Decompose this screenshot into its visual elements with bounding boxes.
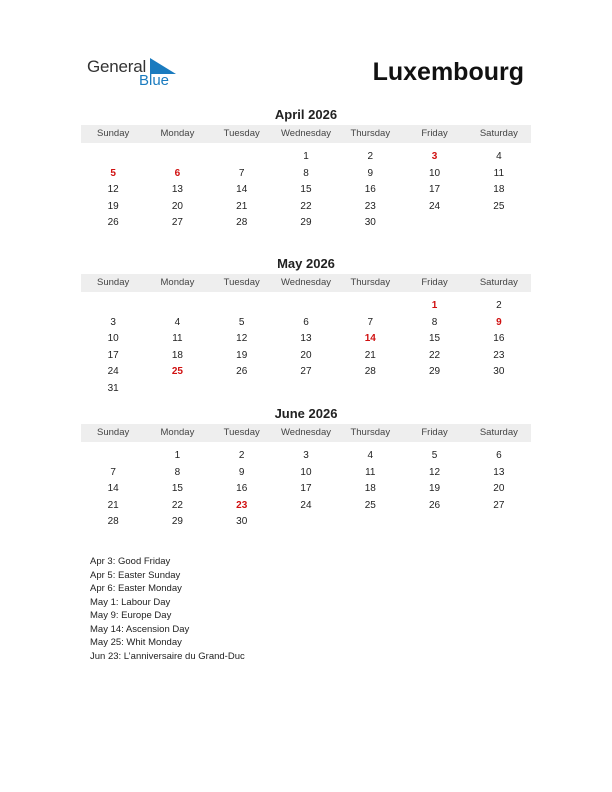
day-cell: 24 (300, 499, 312, 511)
logo-text-blue: Blue (139, 72, 170, 89)
day-cell: 14 (236, 184, 248, 196)
day-cell: 30 (493, 366, 505, 378)
day-cell: 13 (300, 333, 312, 345)
day-grid (81, 149, 531, 232)
day-cell: 22 (429, 349, 441, 361)
day-cell: 23 (493, 349, 505, 361)
day-cell: 21 (107, 499, 119, 511)
day-cell: 20 (300, 349, 312, 361)
empty-day-cell (81, 149, 145, 166)
holiday-item: May 1: Labour Day (90, 596, 171, 608)
day-cell: 24 (429, 200, 441, 212)
day-cell: 28 (364, 366, 376, 378)
day-cell: 27 (493, 499, 505, 511)
day-cell: 27 (300, 366, 312, 378)
day-cell: 24 (107, 366, 119, 378)
weekday-label: Sunday (97, 427, 130, 438)
weekday-label: Monday (160, 277, 195, 288)
weekday-label: Wednesday (280, 277, 331, 288)
holiday-list (90, 555, 245, 663)
empty-day-cell (81, 448, 145, 465)
empty-day-cell (145, 298, 209, 315)
empty-day-cell (274, 298, 338, 315)
day-cell: 25 (493, 200, 505, 212)
weekday-label: Saturday (479, 427, 518, 438)
weekday-header (81, 125, 531, 143)
day-cell: 15 (300, 184, 312, 196)
day-cell: 12 (429, 466, 441, 478)
month-title: May 2026 (277, 256, 335, 271)
day-cell: 21 (236, 200, 248, 212)
weekday-label: Tuesday (223, 427, 260, 438)
weekday-label: Tuesday (223, 128, 260, 139)
holiday-item: May 25: Whit Monday (90, 637, 182, 648)
day-cell: 25 (364, 499, 376, 511)
holiday-day-cell: 3 (431, 151, 438, 162)
day-cell: 8 (174, 466, 181, 478)
day-cell: 19 (429, 483, 441, 495)
holiday-item: Apr 3: Good Friday (90, 556, 171, 567)
empty-day-cell (81, 298, 145, 315)
month-may (81, 256, 531, 398)
weekday-label: Thursday (350, 277, 391, 288)
day-cell: 4 (496, 151, 502, 162)
logo-text-general: General (87, 57, 147, 76)
month-june (81, 406, 531, 531)
weekday-label: Sunday (97, 128, 130, 139)
weekday-label: Tuesday (223, 277, 260, 288)
day-cell: 9 (238, 466, 245, 478)
weekday-label: Thursday (350, 128, 391, 139)
weekday-label: Friday (421, 128, 448, 139)
weekday-label: Wednesday (280, 128, 331, 139)
weekday-label: Saturday (479, 128, 518, 139)
day-cell: 31 (107, 382, 119, 394)
day-grid (81, 298, 531, 398)
day-cell: 22 (171, 499, 183, 511)
empty-day-cell (338, 298, 402, 315)
day-cell: 3 (110, 316, 116, 328)
empty-day-cell (210, 149, 274, 166)
day-cell: 10 (429, 167, 441, 179)
holiday-item: Jun 23: L’anniversaire du Grand-Duc (90, 650, 245, 662)
day-cell: 11 (493, 167, 505, 179)
day-cell: 16 (493, 333, 505, 345)
day-cell: 2 (496, 300, 502, 311)
day-cell: 26 (429, 499, 441, 511)
day-cell: 7 (238, 167, 245, 179)
day-cell: 16 (236, 483, 248, 495)
holiday-item: May 9: Europe Day (90, 610, 172, 621)
day-cell: 4 (367, 450, 374, 461)
day-cell: 20 (493, 483, 505, 495)
day-cell: 28 (236, 217, 248, 229)
day-cell: 29 (171, 516, 183, 528)
holiday-item: Apr 5: Easter Sunday (90, 569, 181, 581)
day-cell: 18 (493, 184, 505, 196)
day-cell: 4 (174, 316, 181, 328)
weekday-label: Wednesday (280, 427, 331, 438)
day-cell: 26 (236, 366, 248, 378)
day-cell: 26 (107, 217, 119, 229)
holiday-day-cell: 1 (431, 300, 438, 311)
day-cell: 6 (303, 316, 309, 328)
day-cell: 29 (429, 366, 441, 378)
day-cell: 27 (171, 217, 183, 229)
day-cell: 23 (364, 200, 376, 212)
holiday-item: May 14: Ascension Day (90, 623, 190, 635)
day-cell: 18 (171, 349, 183, 361)
day-cell: 10 (107, 333, 119, 345)
day-cell: 8 (303, 167, 309, 179)
weekday-label: Monday (160, 128, 195, 139)
day-grid (81, 448, 531, 531)
day-cell: 12 (236, 333, 248, 345)
day-cell: 5 (238, 316, 245, 328)
day-cell: 11 (365, 466, 376, 478)
day-cell: 3 (303, 450, 309, 461)
day-cell: 16 (364, 184, 376, 196)
day-cell: 7 (367, 316, 374, 328)
day-cell: 9 (367, 167, 374, 179)
month-title: June 2026 (274, 406, 338, 421)
day-cell: 15 (171, 483, 183, 495)
empty-day-cell (210, 298, 274, 315)
day-cell: 13 (171, 184, 183, 196)
weekday-label: Saturday (479, 277, 518, 288)
holiday-day-cell: 25 (171, 366, 183, 378)
day-cell: 28 (107, 516, 119, 528)
day-cell: 11 (172, 333, 183, 345)
day-cell: 2 (367, 151, 374, 162)
day-cell: 13 (493, 466, 505, 478)
day-cell: 30 (364, 217, 376, 229)
day-cell: 2 (238, 450, 245, 461)
day-cell: 10 (300, 466, 312, 478)
weekday-label: Friday (421, 277, 448, 288)
day-cell: 22 (300, 200, 312, 212)
weekday-label: Friday (421, 427, 448, 438)
day-cell: 17 (107, 349, 119, 361)
day-cell: 21 (364, 349, 376, 361)
weekday-label: Sunday (97, 277, 130, 288)
generalblue-logo (87, 55, 187, 95)
holiday-item: Apr 6: Easter Monday (90, 583, 182, 594)
weekday-label: Monday (160, 427, 195, 438)
day-cell: 7 (110, 466, 116, 478)
day-cell: 14 (107, 483, 119, 495)
day-cell: 6 (496, 450, 502, 461)
day-cell: 20 (171, 200, 183, 212)
weekday-label: Thursday (350, 427, 391, 438)
weekday-header (81, 274, 531, 292)
day-cell: 15 (429, 333, 441, 345)
weekday-header (81, 424, 531, 442)
day-cell: 17 (429, 184, 441, 196)
country-title: Luxembourg (372, 58, 524, 86)
holiday-day-cell: 9 (496, 316, 502, 328)
holiday-day-cell: 6 (174, 167, 181, 179)
day-cell: 19 (107, 200, 119, 212)
holiday-day-cell: 14 (364, 333, 376, 345)
day-cell: 19 (236, 349, 248, 361)
day-cell: 1 (303, 151, 309, 162)
day-cell: 17 (300, 483, 312, 495)
day-cell: 1 (174, 450, 181, 461)
month-april (81, 107, 531, 232)
holiday-day-cell: 23 (236, 499, 248, 511)
empty-day-cell (145, 149, 209, 166)
day-cell: 5 (431, 450, 438, 461)
day-cell: 8 (431, 316, 438, 328)
month-title: April 2026 (274, 107, 338, 122)
day-cell: 18 (364, 483, 376, 495)
holiday-day-cell: 5 (110, 167, 116, 179)
day-cell: 29 (300, 217, 312, 229)
day-cell: 30 (236, 516, 248, 528)
day-cell: 12 (107, 184, 119, 196)
